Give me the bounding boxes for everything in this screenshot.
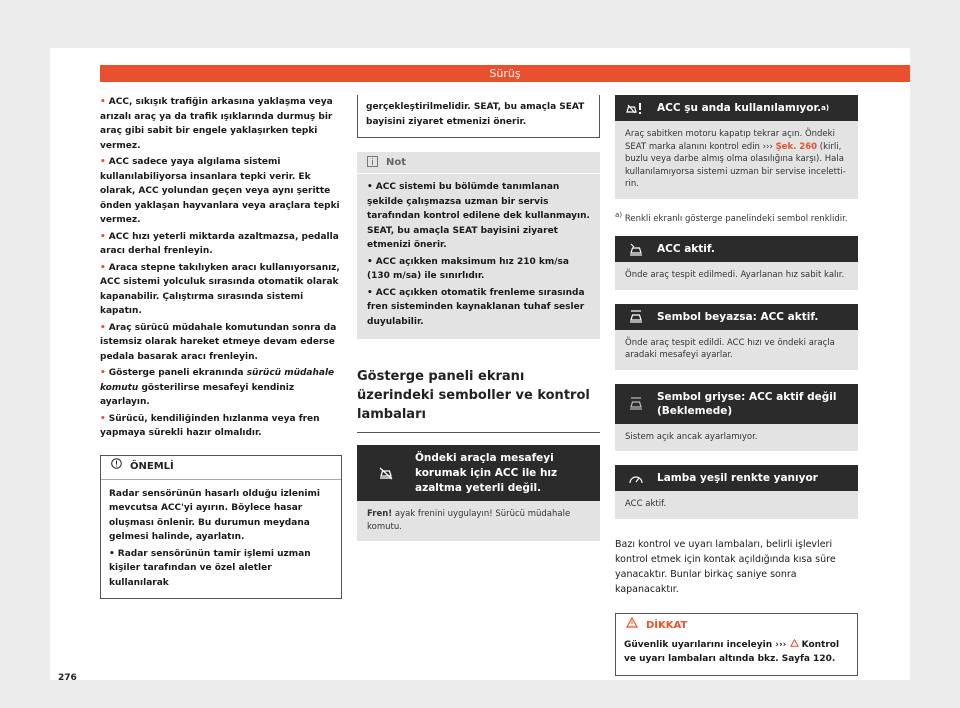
important-box-continued: gerçekleştirilmelidir. SEAT, bu amaçla SEAT bayisini ziyaret etmenizi önerir. xyxy=(357,95,600,138)
paragraph: Bazı kontrol ve uyarı lambaları, belirli işlevleri kontrol etmek için kontak açıldığında kısa süre yanacaktır. Bunlar birkaç saniye sonra kapanacaktır. xyxy=(615,538,836,595)
bullet-icon: • xyxy=(100,413,106,424)
acc-unavailable-icon xyxy=(615,102,657,115)
bullet-icon: • xyxy=(367,287,373,298)
acc-standby-icon xyxy=(615,397,657,410)
section-divider xyxy=(357,432,600,433)
bullet-item: • ACC açıkken otomatik frenleme sırasında fren sisteminden kaynaklanan tuhaf sesler duyulabilir. xyxy=(367,287,585,327)
warning-header xyxy=(616,614,857,638)
important-box xyxy=(100,455,342,600)
symbol-description: Araç sabitken motoru kapatıp tekrar açın. Öndeki SEAT marka alanını kontrol edin ››› Şek. 260 (kirli, buzlu veya darbe almış olma olasılığına karşı). Hala kullanılamıyorsa sistemi uzman bir servise incelettirin. xyxy=(615,121,858,199)
symbol-row xyxy=(615,236,858,290)
bullet-item: • ACC sadece yaya algılama sistemi kullanılabiliyorsa insanlara tepki verir. Ek olarak, ACC yolundan geçen veya aynı şeritte önden yaklaşan hayvanlara veya araçlara tepki vermez. xyxy=(100,157,340,225)
bullet-icon: • xyxy=(100,368,106,378)
acc-vehicle-detected-icon xyxy=(615,310,657,323)
symbol-row xyxy=(615,95,858,199)
info-circle-icon xyxy=(111,455,122,479)
figure-link[interactable]: Şek. 260 xyxy=(775,141,818,152)
bullet-item: • Gösterge paneli ekranında sürücü müdahale komutu gösterilirse mesafeyi kendiniz ayarlayın. xyxy=(100,368,335,407)
acc-intervention-icon xyxy=(357,466,415,480)
section-title: Gösterge paneli ekranı üzerindeki semboller ve kontrol lambaları xyxy=(357,369,590,422)
symbol-row xyxy=(615,465,858,519)
page-number: 276 xyxy=(58,673,77,683)
acc-active-icon xyxy=(615,243,657,256)
important-body xyxy=(101,480,341,599)
symbol-header: Lamba yeşil renkte yanıyor xyxy=(615,465,858,491)
footnote: $^{a)}$ Renkli ekranlı gösterge panelindeki sembol renklidir. xyxy=(615,209,848,224)
bullet-item: • ACC sistemi bu bölümde tanımlanan şekilde çalışmazsa uzman bir servis tarafından kontrol edilene dek kullanmayın. SEAT, bu amaçla SEAT bayisini ziyaret etmenizi önerir. xyxy=(367,182,590,250)
important-header xyxy=(101,456,341,480)
bullet-icon: • xyxy=(109,548,115,559)
symbol-row xyxy=(357,445,600,541)
symbol-header: ACC aktif. xyxy=(615,236,858,262)
symbol-header: ACC şu anda kullanılamıyor. a) xyxy=(615,95,858,121)
note-icon xyxy=(367,156,378,170)
symbol-header: Sembol beyazsa: ACC aktif. xyxy=(615,304,858,330)
bullet-icon: • xyxy=(367,182,373,192)
bullet-item: • Araca stepne takılıyken aracı kullanıyorsanız, ACC sistemi yolculuk sırasında otomatik olarak kapanabilir. Çalıştırma sırasında sistemi kapatın. xyxy=(100,262,340,316)
column-middle xyxy=(357,95,600,541)
note-title: Not xyxy=(386,157,407,168)
page xyxy=(50,48,910,683)
bullet-icon: • xyxy=(100,262,106,273)
section-header: Sürüş xyxy=(100,65,910,82)
symbol-description: Önde araç tespit edildi. ACC hızı ve öndeki araçla aradaki mesafeyi ayarlar. xyxy=(615,330,858,370)
important-title: ÖNEMLİ xyxy=(130,461,174,472)
bullet-item: • Radar sensörünün tamir işlemi uzman kişiler tarafından ve özel aletler kullanılarak xyxy=(109,548,311,588)
warning-box xyxy=(615,613,858,676)
speedometer-icon xyxy=(615,472,657,485)
warning-body: Güvenlik uyarılarını inceleyin ››› Kontrol ve uyarı lambaları altında bkz. Sayfa 120. xyxy=(624,639,840,665)
bullet-item: • ACC hızı yeterli miktarda azaltmazsa, pedalla aracı derhal frenleyin. xyxy=(100,231,339,256)
note-body xyxy=(357,174,600,339)
symbol-header: Öndeki araçla mesafeyi korumak için ACC ile hız azaltma yeterli değil. xyxy=(357,445,600,501)
symbol-description: Önde araç tespit edilmedi. Ayarlanan hız sabit kalır. xyxy=(615,262,858,290)
column-left xyxy=(100,95,342,599)
symbol-description: Sistem açık ancak ayarlamıyor. xyxy=(615,424,858,452)
bullet-icon: • xyxy=(100,231,106,242)
bullet-item: • Sürücü, kendiliğinden hızlanma veya fren yapmaya sürekli hazır olmalıdır. xyxy=(100,413,320,438)
note-box xyxy=(357,152,600,339)
symbol-description: Fren! ayak frenini uygulayın! Sürücü müdahale komutu. xyxy=(357,501,600,541)
bullet-icon: • xyxy=(100,97,106,107)
note-header xyxy=(357,152,600,174)
warning-title: DİKKAT xyxy=(646,619,688,631)
important-text: Radar sensörünün hasarlı olduğu izlenimi mevcutsa ACC'yi ayırın. Böylece hasar oluşması önlenir. Bu durumun meydana gelmesi halinde, ayarlatın. xyxy=(109,488,320,542)
warning-small-icon xyxy=(790,640,799,650)
column-right xyxy=(615,95,858,676)
symbol-header: Sembol griyse: ACC aktif değil (Beklemede) xyxy=(615,384,858,424)
symbol-description: ACC aktif. xyxy=(615,491,858,519)
warning-triangle-icon xyxy=(626,614,638,638)
bullet-item: • Araç sürücü müdahale komutundan sonra da istemsiz olarak hareket etmeye devam ederse pedala basarak aracı frenleyin. xyxy=(100,322,337,362)
bullet-item: • ACC açıkken maksimum hız 210 km/sa (130 m/sa) ile sınırlıdır. xyxy=(367,256,569,281)
bullet-icon: • xyxy=(367,256,373,267)
symbol-row xyxy=(615,384,858,452)
bullet-item: • ACC, sıkışık trafiğin arkasına yaklaşma veya arızalı araç ya da trafik ışıklarında durmuş bir araç gibi sabit bir engele yaklaşırken tepki vermez. xyxy=(100,97,333,151)
bullet-icon: • xyxy=(100,322,106,333)
bullet-icon: • xyxy=(100,157,106,167)
symbol-row xyxy=(615,304,858,370)
